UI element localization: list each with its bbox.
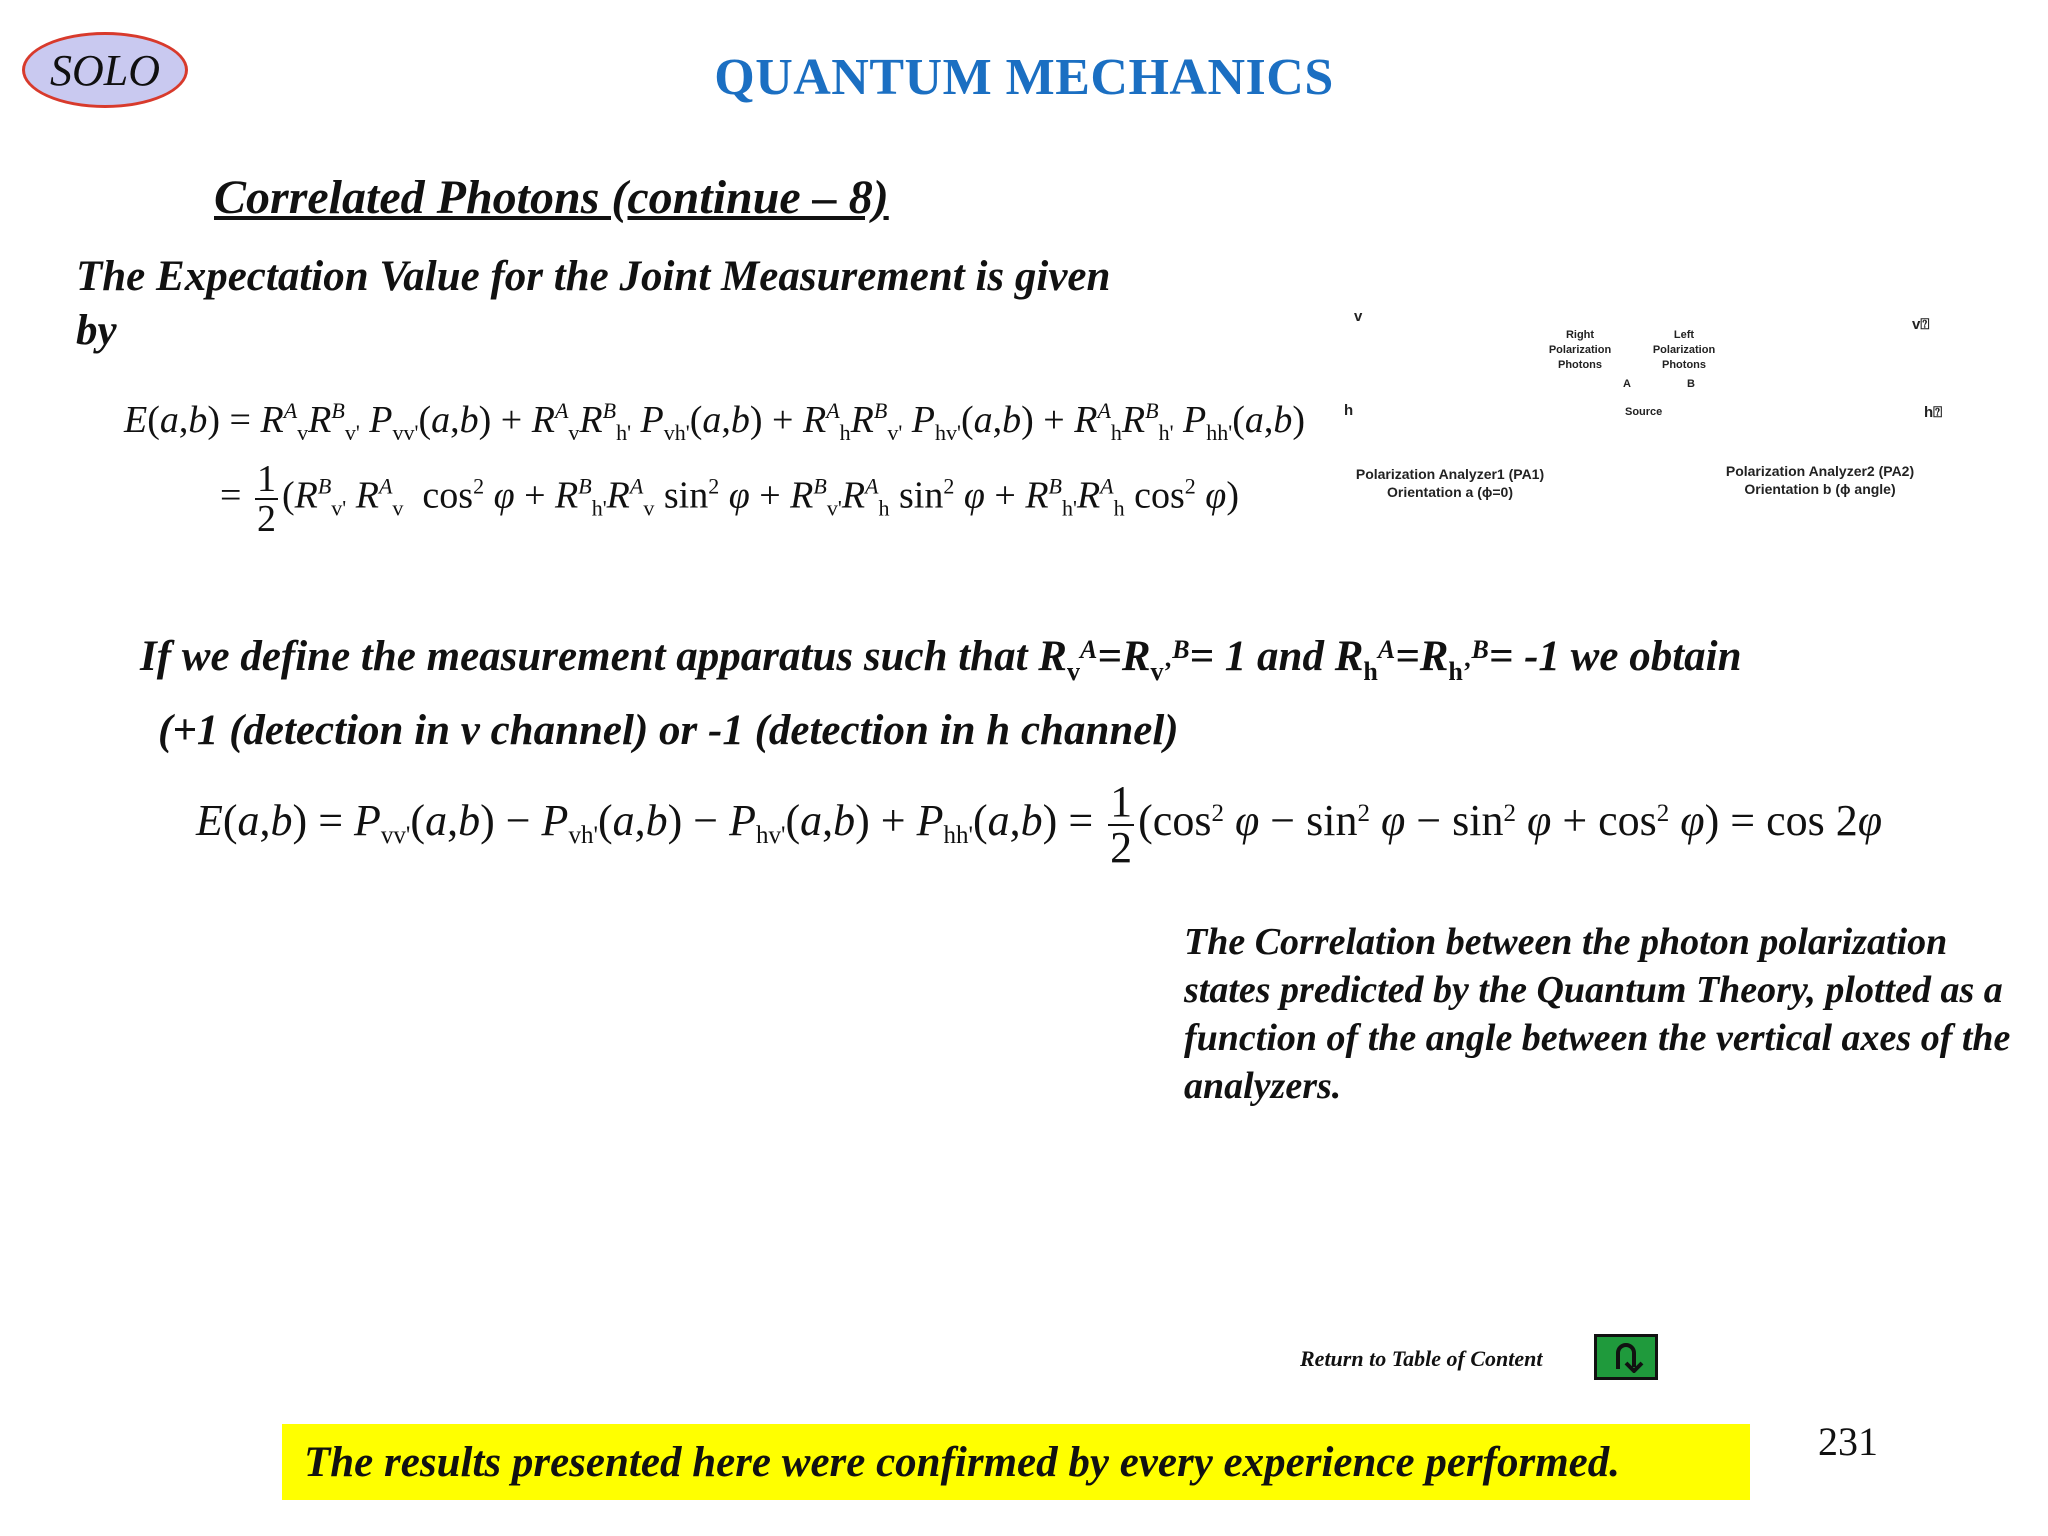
return-toc-link[interactable]: Return to Table of Content (1300, 1346, 1543, 1371)
diagram-pa2 (1710, 462, 1930, 498)
equation-expectation-general: $E(a,b) = R^A_vR^B_{v'}$ $P_{vv'}(a,b) + R^A_vR^B_{h'}$ $P_{vh'}(a,b) + R^A_hR^B_{v'}$ $P_{hv'}(a,b) + R^A_hR^B_{h'}$ $P_{hh'}(a,b)$ (124, 398, 1306, 445)
diagram-h-left: h (1344, 402, 1354, 419)
correlation-caption: The Correlation between the photon polarization states predicted by the Quantum Theory, plotted as a function of the angle between the vertical axes of the analyzers. (1184, 921, 2011, 1107)
diagram-right-photons: Right Polarization Photons (1548, 329, 1612, 371)
intro-text: The Expectation Value for the Joint Measurement is given by (76, 253, 1111, 354)
pa2-name: Polarization Analyzer2 (PA2) (1725, 463, 1915, 479)
solo-badge: SOLO (22, 32, 188, 108)
page-title: QUANTUM MECHANICS (714, 49, 1334, 106)
diagram-v-right: v⍰ (1912, 316, 1930, 333)
diagram-label-a: A (1623, 378, 1631, 390)
pa1-orientation: Orientation a (ϕ=0) (1386, 484, 1513, 500)
u-turn-return-icon (1606, 1341, 1646, 1373)
diagram-h-right: h⍰ (1924, 404, 1943, 421)
diagram-label-b: B (1687, 378, 1695, 390)
results-banner: The results presented here were confirmed by every experience performed. (282, 1424, 1750, 1500)
pa1-name: Polarization Analyzer1 (PA1) (1355, 466, 1545, 482)
detection-note: (+1 (detection in v channel) or -1 (detection in h channel) (158, 707, 1179, 754)
return-toc-button[interactable] (1594, 1334, 1658, 1380)
pa2-orientation: Orientation b (ϕ angle) (1744, 481, 1896, 497)
diagram-source: Source (1625, 406, 1663, 418)
diagram-pa1 (1340, 465, 1560, 501)
page-number: 231 (1818, 1419, 1878, 1464)
diagram-left-photons: Left Polarization Photons (1652, 329, 1716, 371)
equation-expectation-expanded: = $\frac{1}{2}$ ($R^B_{v'}$ $R^A_v$ $\cos^2 \varphi + R^B_{h'}R^A_v$ $\sin^2 \varphi + R^B_{v'}R^A_h$ $\sin^2 \varphi + R^B_{h'}R^A_h$ $\cos^2 \varphi$) (220, 458, 1239, 540)
polarization-analyzer-diagram (1340, 305, 1960, 515)
definition-sentence: If we define the measurement apparatus such that $R_v^A=R_{v’}^B= 1$ and $R_h^A=R_{h’}^B= -1$ we obtain (140, 633, 1742, 686)
diagram-v-left: v (1354, 308, 1363, 325)
slide-subtitle: Correlated Photons (continue – 8) (214, 171, 889, 224)
equation-expectation-result: $E(a,b) = P_{vv'}(a,b) - P_{vh'}(a,b) - P_{hv'}(a,b) + P_{hh'}(a,b)$ = $\frac{1}{2}$ ($\cos^2$ $\varphi - \sin^2 \varphi - \sin^2 \varphi + \cos^2 \varphi) = \cos 2\varphi$ (196, 777, 1883, 872)
